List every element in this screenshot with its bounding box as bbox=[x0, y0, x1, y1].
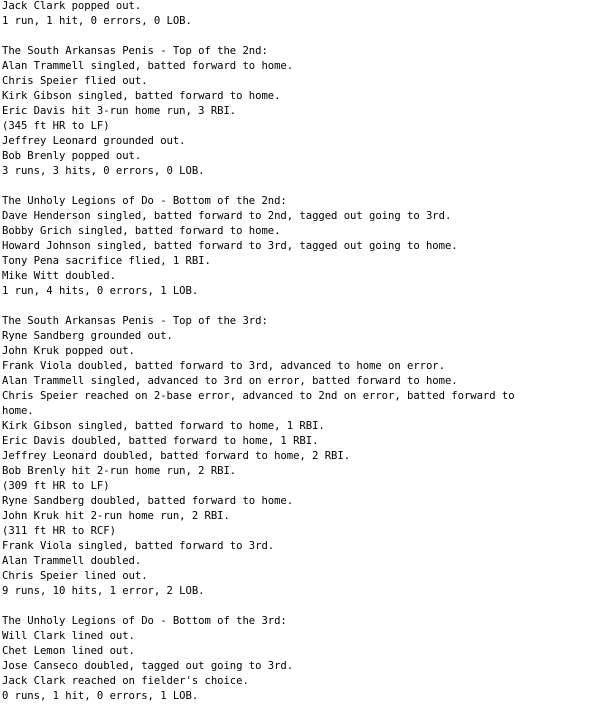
game-log bbox=[2, 0, 610, 704]
log-spacer bbox=[2, 179, 610, 194]
log-line: Kirk Gibson singled, batted forward to home, 1 RBI. bbox=[2, 420, 325, 432]
log-spacer bbox=[2, 299, 610, 314]
log-line: Chris Speier lined out. bbox=[2, 570, 148, 582]
log-line: Bobby Grich singled, batted forward to home. bbox=[2, 225, 281, 237]
inning-summary: 3 runs, 3 hits, 0 errors, 0 LOB. bbox=[2, 165, 205, 177]
inning-header: The South Arkansas Penis - Top of the 2nd: bbox=[2, 45, 268, 57]
log-spacer bbox=[2, 599, 610, 614]
inning-summary: 9 runs, 10 hits, 1 error, 2 LOB. bbox=[2, 585, 205, 597]
log-line: Chris Speier reached on 2-base error, advanced to 2nd on error, batted forward to bbox=[2, 390, 515, 402]
log-line: (309 ft HR to LF) bbox=[2, 480, 110, 492]
log-line: Alan Trammell singled, advanced to 3rd on error, batted forward to home. bbox=[2, 375, 458, 387]
log-spacer bbox=[2, 29, 610, 44]
log-line: Bob Brenly popped out. bbox=[2, 150, 142, 162]
log-line: Tony Pena sacrifice flied, 1 RBI. bbox=[2, 255, 211, 267]
log-line: Ryne Sandberg grounded out. bbox=[2, 330, 173, 342]
log-line: home. bbox=[2, 405, 34, 417]
log-line: Eric Davis hit 3-run home run, 3 RBI. bbox=[2, 105, 237, 117]
inning-summary: 1 run, 4 hits, 0 errors, 1 LOB. bbox=[2, 285, 199, 297]
log-line: Bob Brenly hit 2-run home run, 2 RBI. bbox=[2, 465, 237, 477]
log-line: Alan Trammell singled, batted forward to home. bbox=[2, 60, 294, 72]
inning-summary: 0 runs, 1 hit, 0 errors, 1 LOB. bbox=[2, 690, 199, 702]
log-line: (311 ft HR to RCF) bbox=[2, 525, 116, 537]
log-line: Jose Canseco doubled, tagged out going to 3rd. bbox=[2, 660, 294, 672]
inning-header: The Unholy Legions of Do - Bottom of the 2nd: bbox=[2, 195, 287, 207]
log-line: Ryne Sandberg doubled, batted forward to home. bbox=[2, 495, 294, 507]
log-line: Alan Trammell doubled. bbox=[2, 555, 142, 567]
log-line: (345 ft HR to LF) bbox=[2, 120, 110, 132]
log-line: Jack Clark popped out. bbox=[2, 0, 142, 12]
log-line: Chet Lemon lined out. bbox=[2, 645, 135, 657]
log-line: Will Clark lined out. bbox=[2, 630, 135, 642]
log-line: Chris Speier flied out. bbox=[2, 75, 148, 87]
log-line: Mike Witt doubled. bbox=[2, 270, 116, 282]
log-line: John Kruk popped out. bbox=[2, 345, 135, 357]
log-line: Kirk Gibson singled, batted forward to home. bbox=[2, 90, 281, 102]
log-line: John Kruk hit 2-run home run, 2 RBI. bbox=[2, 510, 230, 522]
log-line: 1 run, 1 hit, 0 errors, 0 LOB. bbox=[2, 15, 192, 27]
log-line: Frank Viola doubled, batted forward to 3rd, advanced to home on error. bbox=[2, 360, 445, 372]
inning-header: The South Arkansas Penis - Top of the 3rd: bbox=[2, 315, 268, 327]
log-line: Howard Johnson singled, batted forward to 3rd, tagged out going to home. bbox=[2, 240, 458, 252]
inning-header: The Unholy Legions of Do - Bottom of the 3rd: bbox=[2, 615, 287, 627]
log-line: Eric Davis doubled, batted forward to home, 1 RBI. bbox=[2, 435, 319, 447]
log-line: Jack Clark reached on fielder's choice. bbox=[2, 675, 249, 687]
log-line: Jeffrey Leonard grounded out. bbox=[2, 135, 186, 147]
log-line: Jeffrey Leonard doubled, batted forward to home, 2 RBI. bbox=[2, 450, 351, 462]
log-line: Frank Viola singled, batted forward to 3rd. bbox=[2, 540, 275, 552]
log-line: Dave Henderson singled, batted forward to 2nd, tagged out going to 3rd. bbox=[2, 210, 452, 222]
